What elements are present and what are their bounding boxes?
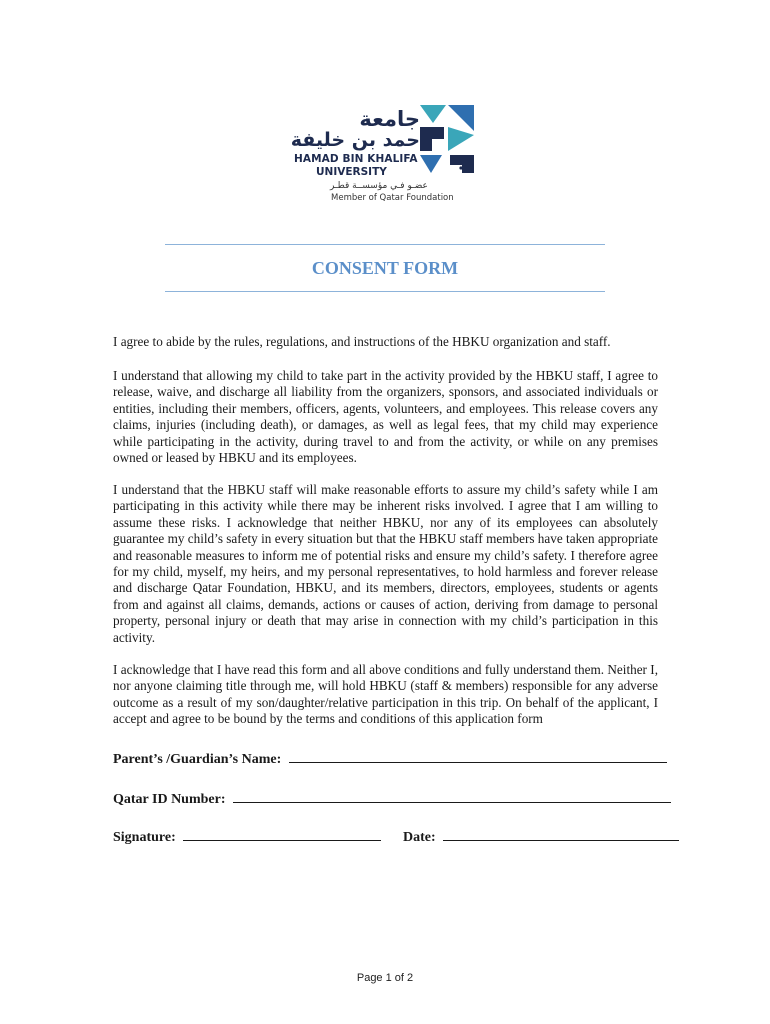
logo-sub-arabic: عضـو فـي مؤسســة قطـر (330, 181, 428, 191)
title-rule-bottom (165, 291, 605, 292)
signature-label: Signature: (113, 830, 176, 845)
hbku-logo (290, 105, 490, 205)
logo-english-line2: UNIVERSITY (316, 166, 387, 178)
signature-field (113, 826, 381, 846)
logo-english-line1: HAMAD BIN KHALIFA (294, 153, 418, 165)
qatar-id-field (113, 788, 671, 808)
form-title: CONSENT FORM (311, 258, 459, 278)
paragraph-1: I agree to abide by the rules, regulations, and instructions of the HBKU organization and staff. (113, 334, 611, 349)
date-input[interactable] (443, 826, 679, 841)
logo-arabic-line2: حمد بن خليفة (290, 129, 420, 151)
hbku-emblem-icon (420, 105, 474, 173)
logo-sub-english: Member of Qatar Foundation (331, 193, 454, 203)
guardian-name-label: Parent’s /Guardian’s Name: (113, 752, 282, 767)
signature-input[interactable] (183, 826, 381, 841)
guardian-name-input[interactable] (289, 748, 667, 763)
qatar-id-input[interactable] (233, 788, 671, 803)
page-number: Page 1 of 2 (356, 972, 414, 984)
title-rule-top (165, 244, 605, 245)
date-label: Date: (403, 830, 436, 845)
paragraph-2: I understand that allowing my child to take part in the activity provided by the HBKU staff, I agree to release, waive, and discharge all liability from the organizers, sponsors, and associated individuals or entities, including their members, officers, agents, volunteers, and employees. This release covers any claims, injuries (including death), or damages, as well as legal fees, that my child may experience while participating in the activity, during travel to and from the activity, or while on any premises owned or leased by HBKU and its employees. (113, 368, 658, 466)
guardian-name-field (113, 748, 667, 768)
paragraph-3: I understand that the HBKU staff will make reasonable efforts to assure my child’s safety while I am participating in this activity while there may be inherent risks involved. I agree that I am willing to assume these risks. I acknowledge that neither HBKU, nor any of its employees can absolutely guarantee my child’s safety in every situation but that the HBKU staff members have taken appropriate and reasonable measures to inform me of potential risks and ensure my child’s safety. I therefore agree for my child, myself, my heirs, and my personal representatives, to hold harmless and forever release and discharge Qatar Foundation, HBKU, and its members, directors, employees, students or agents from and against all claims, demands, actions or causes of action, deriving from damage to personal property, personal injury or death that may arise in connection with my child’s participation in this activity. (113, 482, 658, 645)
qatar-id-label: Qatar ID Number: (113, 792, 226, 807)
paragraph-4: I acknowledge that I have read this form and all above conditions and fully understand them. Neither I, nor anyone claiming title through me, will hold HBKU (staff & members) responsible for any adverse outcome as a result of my son/daughter/relative participation in this trip. On behalf of the applicant, I accept and agree to be bound by the terms and conditions of this application form (113, 662, 658, 727)
date-field (403, 826, 679, 846)
logo-arabic-line1: جامعة (359, 107, 420, 131)
